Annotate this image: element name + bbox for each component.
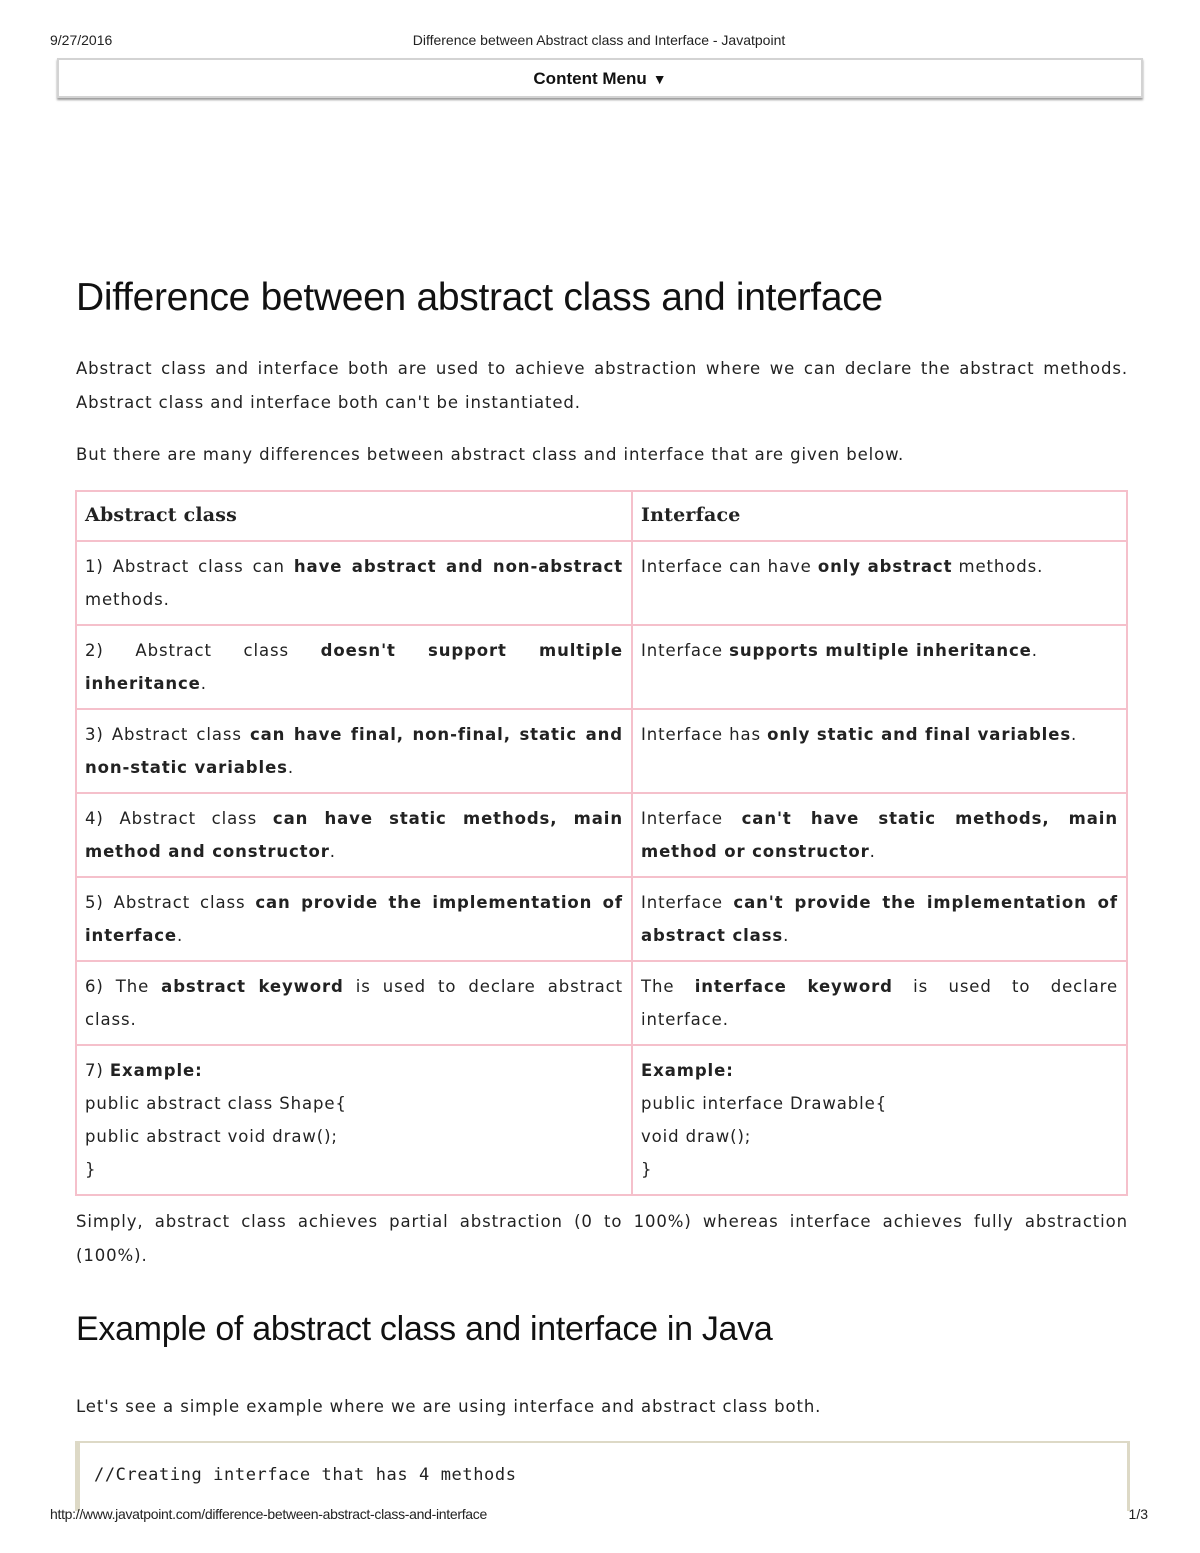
summary-paragraph: Simply, abstract class achieves partial abstraction (0 to 100%) whereas interface achieves fully abstraction (100%). [76,1212,1128,1265]
bold-text: can have final, non-final, static and non-static variables [85,725,623,777]
code-line: void draw(); [641,1127,752,1146]
text: 6) The [85,977,162,996]
interface-example-heading: Example: [641,1061,734,1080]
text: The [641,977,695,996]
abstract-example-heading [85,1054,623,1087]
example-intro-paragraph: Let's see a simple example where we are using interface and abstract class both. [76,1397,822,1416]
bold-text: can have static methods, main method and constructor [85,809,623,861]
bold-text: only static and final variables [767,725,1072,744]
table-header-row [76,491,1127,541]
code-line: } [641,1160,653,1179]
content-menu-label: Content Menu [533,69,647,88]
abstract-class-cell [76,961,632,1045]
interface-cell [632,877,1127,961]
code-line: public interface Drawable{ [641,1094,888,1113]
text: . [1031,641,1038,660]
page-number: 1/3 [1128,1506,1148,1522]
bold-text: doesn't support multiple inheritance [85,641,624,693]
bold-text: have abstract and non-abstract [293,557,623,576]
bold-text: can't provide the implementation of abstract class [641,893,1118,945]
bold-text: can't have static methods, main method or constructor [641,809,1118,861]
code-line: } [85,1160,97,1179]
column-header-abstract-class: Abstract class [76,491,632,541]
text: is used to declare interface. [641,977,1118,1029]
caret-down-icon: ▼ [652,71,667,87]
table-row-example [76,1045,1127,1195]
code-line: public abstract void draw(); [85,1127,338,1146]
bold-text: abstract keyword [161,977,344,996]
table-row [76,709,1127,793]
print-page-title: Difference between Abstract class and Interface - Javatpoint [412,32,786,48]
abstract-class-cell [76,709,632,793]
abstract-class-cell [76,877,632,961]
print-url: http://www.javatpoint.com/difference-between-abstract-class-and-interface [50,1506,487,1522]
text: . [783,926,790,945]
page-title: Difference between abstract class and interface [76,276,883,319]
interface-example-cell [632,1045,1127,1195]
text: 1) Abstract class can [85,557,294,576]
text: Interface [641,809,742,828]
table-row [76,625,1127,709]
text: Interface can have [641,557,818,576]
code-line: public abstract class Shape{ [85,1094,347,1113]
print-footer [50,1506,1148,1524]
text: Interface has [641,725,768,744]
bold-text: interface keyword [694,977,893,996]
text: 3) Abstract class [85,725,250,744]
text: . [200,674,207,693]
table-row [76,961,1127,1045]
abstract-example-cell [76,1045,632,1195]
row-number: 7) [85,1061,110,1080]
text: . [287,758,295,777]
comparison-table-body [76,541,1127,1195]
bold-text: only abstract [817,557,953,576]
comparison-table [75,490,1128,1196]
text: methods. [85,590,170,609]
text: . [329,842,336,861]
code-block [75,1441,1130,1511]
bold-text: supports multiple inheritance [729,641,1032,660]
text: is used to declare abstract class. [85,977,623,1029]
intro-paragraph-2: But there are many differences between abstract class and interface that are given below. [76,445,905,464]
interface-cell [632,625,1127,709]
text: Interface [641,893,734,912]
text: methods. [952,557,1044,576]
print-header [50,32,1148,50]
table-row [76,793,1127,877]
text: 4) Abstract class [85,809,273,828]
interface-cell [632,709,1127,793]
interface-cell [632,541,1127,625]
abstract-class-cell [76,793,632,877]
interface-cell [632,793,1127,877]
text: . [869,842,876,861]
text: . [177,926,184,945]
content-menu-button[interactable] [57,58,1143,98]
text: . [1071,725,1078,744]
column-header-interface: Interface [632,491,1127,541]
abstract-class-cell [76,625,632,709]
table-row [76,541,1127,625]
text: Interface [641,641,730,660]
bold-text: can provide the implementation of interface [85,893,623,945]
text: 2) Abstract class [85,641,321,660]
code-comment-line: //Creating interface that has 4 methods [94,1465,517,1485]
abstract-class-cell [76,541,632,625]
text: 5) Abstract class [85,893,256,912]
example-label: Example: [109,1061,203,1080]
section-heading-example: Example of abstract class and interface in Java [76,1310,773,1348]
intro-paragraph: Abstract class and interface both are used to achieve abstraction where we can declare the abstract methods. Abstract class and interface both can't be instantiated. [76,359,1128,412]
interface-cell [632,961,1127,1045]
print-date: 9/27/2016 [50,32,113,48]
table-row [76,877,1127,961]
